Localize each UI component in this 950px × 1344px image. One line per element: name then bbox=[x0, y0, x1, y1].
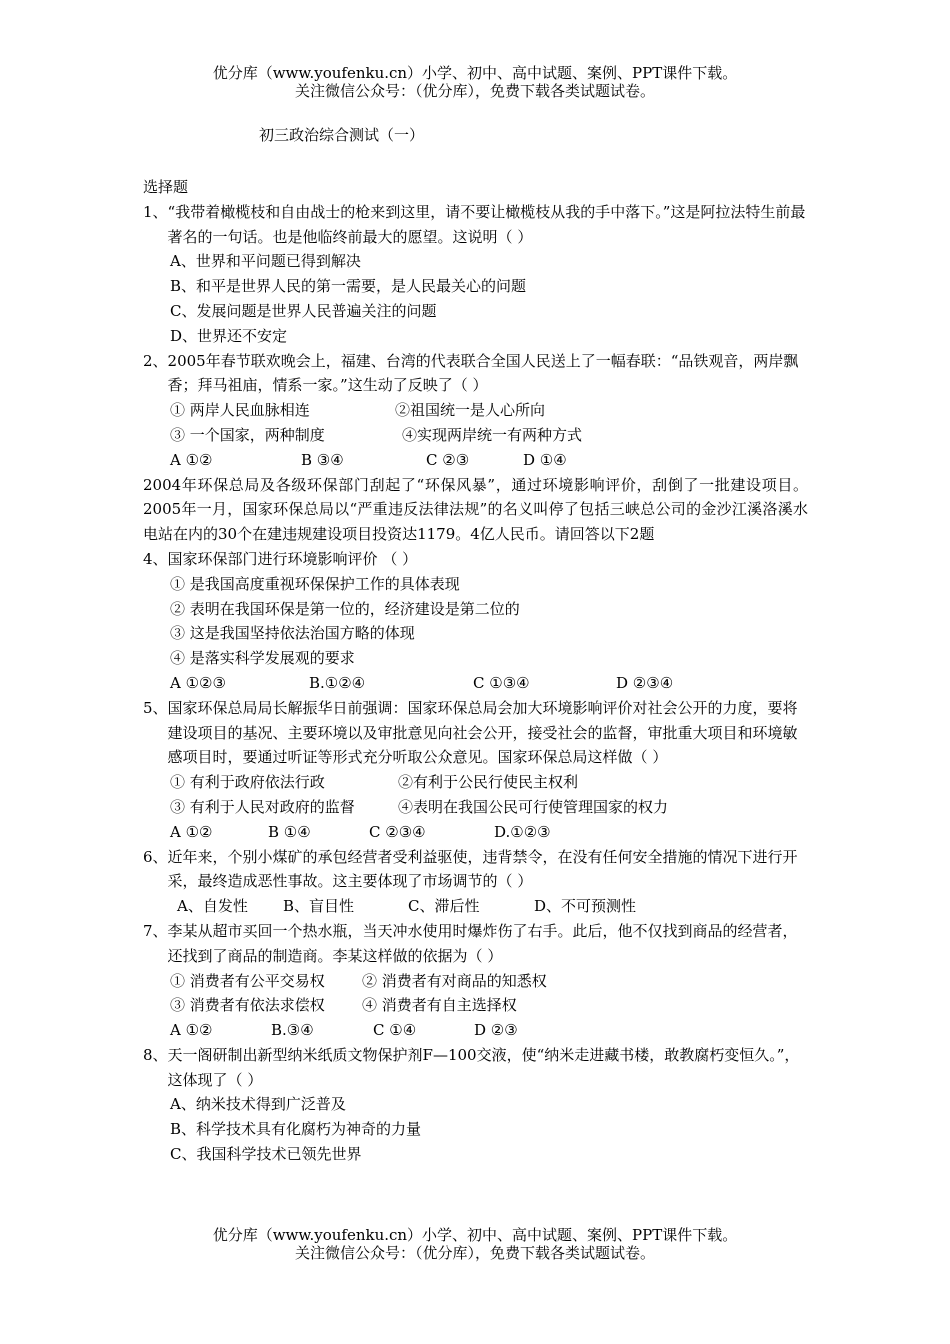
question-6 bbox=[143, 845, 808, 919]
question-5 bbox=[143, 696, 808, 845]
statement-2: ② 消费者有对商品的知悉权 bbox=[362, 971, 547, 990]
page-footer bbox=[0, 1226, 950, 1262]
statement-row bbox=[143, 770, 808, 795]
page-header bbox=[0, 64, 950, 100]
statement-1: ① 是我国高度重视环保保护工作的具体表现 bbox=[170, 574, 460, 593]
statement-row bbox=[143, 423, 808, 448]
statement-3: ③ 有利于人民对政府的监督 bbox=[170, 797, 355, 816]
statement-4: ④ 是落实科学发展观的要求 bbox=[170, 649, 355, 668]
question-text: “我带着橄榄枝和自由战士的枪来到这里，请不要让橄榄枝从我的手中落下。”这是阿拉法特生前最著名的一句话。也是他临终前最大的愿望。这说明（ ） bbox=[167, 202, 806, 246]
choice-c: C、滞后性 bbox=[408, 897, 480, 916]
question-text: 近年来，个别小煤矿的承包经营者受利益驱使，违背禁令，在没有任何安全措施的情况下进行开采，最终造成恶性事故。这主要体现了市场调节的（ ） bbox=[167, 847, 798, 891]
statement-3: ③ 这是我国坚持依法治国方略的体现 bbox=[170, 624, 415, 643]
statement-3: ③ 消费者有依法求偿权 bbox=[170, 996, 325, 1015]
choice-d: D ②③④ bbox=[616, 673, 674, 692]
statement-row bbox=[143, 398, 808, 423]
question-text: 国家环保总局局长解振华日前强调：国家环保总局会加大环境影响评价对社会公开的力度，要将建设项目的基况、主要环境以及审批意见向社会公开，接受社会的监督，审批重大项目和环境敏感项目时，要通过听证等形式充分听取公众意见。国家环保总局这样做（ ） bbox=[167, 698, 798, 767]
option-a: A、世界和平问题已得到解决 bbox=[170, 252, 361, 271]
footer-line-2: 关注微信公众号：（优分库），免费下载各类试题试卷。 bbox=[294, 1244, 655, 1262]
footer-line-1: 优分库（www.youfenku.cn）小学、初中、高中试题、案例、PPT课件下载。 bbox=[212, 1226, 738, 1244]
choice-d: D ①④ bbox=[523, 450, 567, 469]
statement-4: ④实现两岸统一有两种方式 bbox=[402, 425, 583, 444]
option-c: C、发展问题是世界人民普遍关注的问题 bbox=[170, 301, 437, 320]
statement-1: ① 消费者有公平交易权 bbox=[170, 971, 325, 990]
answer-choices bbox=[143, 820, 808, 845]
question-1 bbox=[143, 200, 808, 349]
header-line-2: 关注微信公众号：（优分库），免费下载各类试题试卷。 bbox=[294, 82, 655, 100]
question-8 bbox=[143, 1043, 808, 1167]
statement-2: ②祖国统一是人心所向 bbox=[395, 401, 546, 420]
choice-a: A ①②③ bbox=[170, 673, 226, 692]
question-number: 5、 bbox=[143, 698, 168, 717]
choice-d: D ②③ bbox=[474, 1021, 518, 1040]
header-line-1: 优分库（www.youfenku.cn）小学、初中、高中试题、案例、PPT课件下载。 bbox=[212, 64, 738, 82]
option-c: C、我国科学技术已领先世界 bbox=[170, 1145, 362, 1164]
answer-choices bbox=[143, 671, 808, 696]
choice-a: A、自发性 bbox=[177, 897, 248, 916]
statement-2: ② 表明在我国环保是第一位的，经济建设是第二位的 bbox=[170, 599, 520, 618]
question-number: 2、 bbox=[143, 351, 168, 370]
choice-d: D、不可预测性 bbox=[534, 897, 637, 916]
statement-row bbox=[143, 969, 808, 994]
choice-c: C ②③ bbox=[426, 450, 470, 469]
choice-b: B.①②④ bbox=[309, 673, 366, 692]
question-text: 天一阁研制出新型纳米纸质文物保护剂F—100交液，使“纳米走进藏书楼，敢教腐朽变恒久。”，这体现了（ ） bbox=[167, 1045, 800, 1089]
option-b: B、科学技术具有化腐朽为神奇的力量 bbox=[170, 1120, 422, 1139]
statement-row bbox=[143, 993, 808, 1018]
option-a: A、纳米技术得到广泛普及 bbox=[170, 1095, 346, 1114]
answer-choices bbox=[143, 894, 808, 919]
answer-choices bbox=[143, 1018, 808, 1043]
question-text: 国家环保部门进行环境影响评价 （ ） bbox=[167, 549, 418, 568]
choice-b: B ③④ bbox=[301, 450, 344, 469]
choice-b: B.③④ bbox=[271, 1021, 314, 1040]
statement-4: ④ 消费者有自主选择权 bbox=[362, 996, 517, 1015]
choice-b: B、盲目性 bbox=[283, 897, 355, 916]
statement-4: ④表明在我国公民可行使管理国家的权力 bbox=[398, 797, 669, 816]
choice-c: C ①③④ bbox=[473, 673, 530, 692]
option-d: D、世界还不安定 bbox=[170, 326, 288, 345]
question-2 bbox=[143, 349, 808, 473]
option-b: B、和平是世界人民的第一需要，是人民最关心的问题 bbox=[170, 277, 527, 296]
statement-row bbox=[143, 795, 808, 820]
choice-a: A ①② bbox=[170, 1021, 213, 1040]
page-title: 初三政治综合测试（一） bbox=[259, 126, 425, 144]
choice-c: C ①④ bbox=[373, 1021, 417, 1040]
statement-3: ③ 一个国家，两种制度 bbox=[170, 425, 325, 444]
document-body bbox=[143, 175, 808, 1167]
statement-2: ②有利于公民行使民主权利 bbox=[398, 773, 579, 792]
question-number: 6、 bbox=[143, 847, 168, 866]
question-4 bbox=[143, 547, 808, 696]
question-number: 8、 bbox=[143, 1045, 168, 1064]
question-text: 2005年春节联欢晚会上，福建、台湾的代表联合全国人民送上了一幅春联：“品铁观音，两岸飘香；拜马祖庙，情系一家。”这生动了反映了（ ） bbox=[167, 351, 799, 395]
choice-d: D.①②③ bbox=[494, 822, 551, 841]
statement-1: ① 两岸人民血脉相连 bbox=[170, 401, 310, 420]
question-text: 李某从超市买回一个热水瓶，当天冲水使用时爆炸伤了右手。此后，他不仅找到商品的经营者，还找到了商品的制造商。李某这样做的依据为（ ） bbox=[167, 921, 798, 965]
question-number: 4、 bbox=[143, 549, 168, 568]
statement-1: ① 有利于政府依法行政 bbox=[170, 773, 325, 792]
question-7 bbox=[143, 919, 808, 1043]
choice-a: A ①② bbox=[170, 450, 213, 469]
section-heading: 选择题 bbox=[143, 178, 189, 196]
answer-choices bbox=[143, 448, 808, 473]
question-number: 7、 bbox=[143, 921, 168, 940]
reading-passage: 2004年环保总局及各级环保部门刮起了“环保风暴”，通过环境影响评价，刮倒了一批建设项目。2005年一月，国家环保总局以“严重违反法律法规”的名义叫停了包括三峡总公司的金沙江溪洛溪水电站在内的30个在建违规建设项目投资达1179。4亿人民币。请回答以下2题 bbox=[143, 475, 808, 544]
choice-b: B ①④ bbox=[268, 822, 311, 841]
choice-c: C ②③④ bbox=[369, 822, 426, 841]
choice-a: A ①② bbox=[170, 822, 213, 841]
question-number: 1、 bbox=[143, 202, 168, 221]
